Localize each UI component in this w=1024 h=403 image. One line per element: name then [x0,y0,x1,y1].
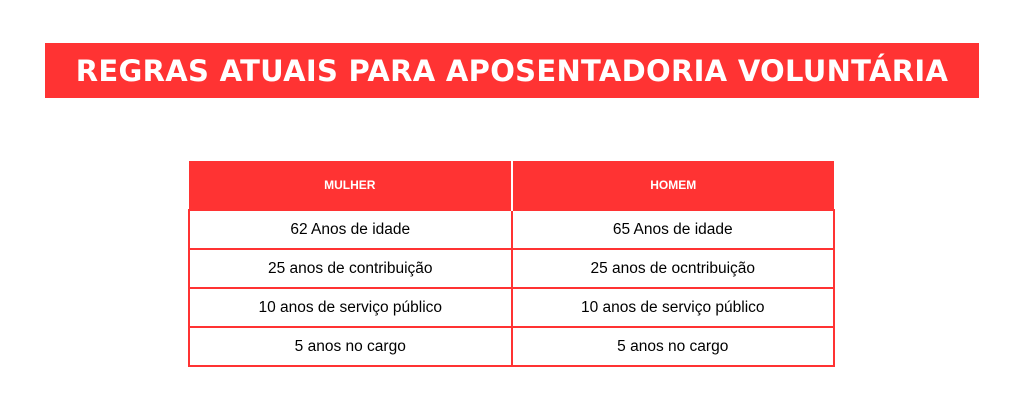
table-row [189,210,834,249]
table-cell: 65 Anos de idade [512,210,835,249]
table-cell: 25 anos de ocntribuição [512,249,835,288]
table-cell: 5 anos no cargo [512,327,835,366]
table-cell: 62 Anos de idade [189,210,512,249]
table-row [189,249,834,288]
table-header-row [189,161,834,210]
column-header-homem: HOMEM [512,161,835,210]
table-cell: 10 anos de serviço público [512,288,835,327]
page-title: REGRAS ATUAIS PARA APOSENTADORIA VOLUNTÁRIA [75,53,949,88]
column-header-mulher: MULHER [189,161,512,210]
title-banner [45,43,979,98]
table-row [189,327,834,366]
table-cell: 5 anos no cargo [189,327,512,366]
table-cell: 10 anos de serviço público [189,288,512,327]
table-cell: 25 anos de contribuição [189,249,512,288]
retirement-rules-table [188,161,835,367]
table-row [189,288,834,327]
